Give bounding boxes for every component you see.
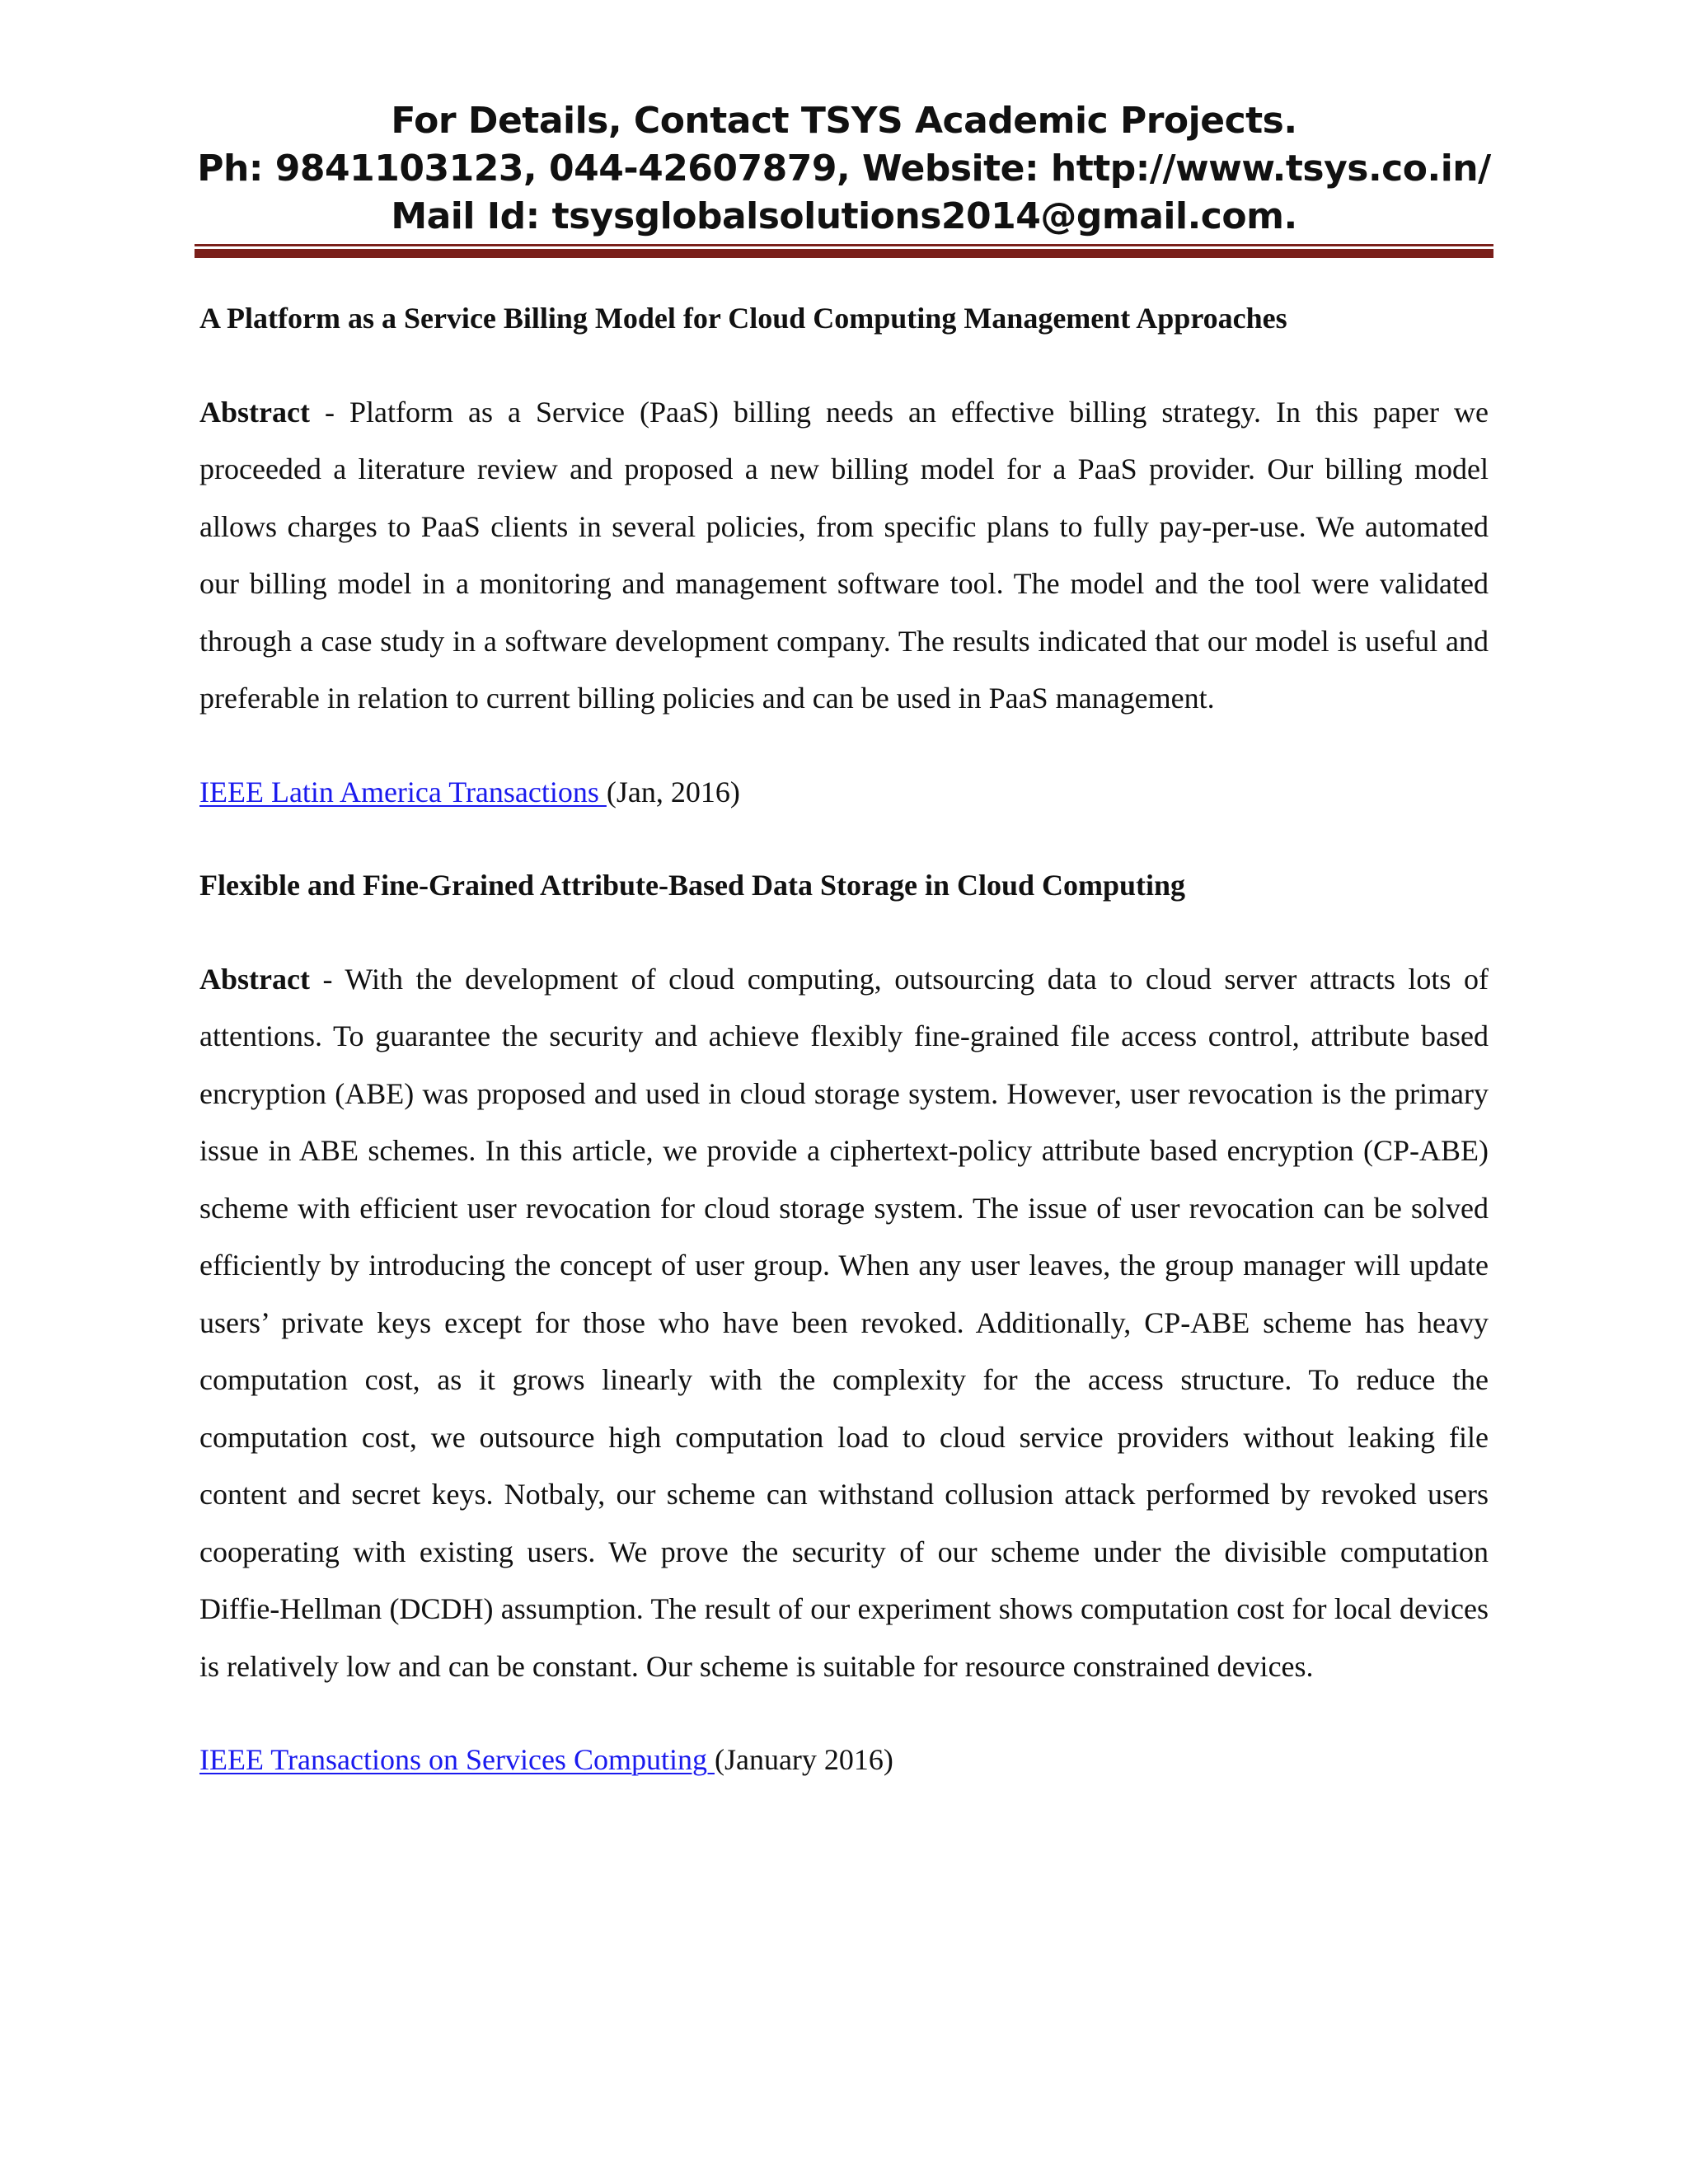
- paper-list: [199, 290, 1489, 1789]
- contact-header: [195, 97, 1493, 241]
- paper-venue: [199, 764, 1489, 822]
- header-line-contact: For Details, Contact TSYS Academic Projects.: [391, 100, 1297, 142]
- abstract-text: - With the development of cloud computing, outsourcing data to cloud server attracts lots of attentions. To guarantee the security and achieve flexibly fine-grained file access control, attribute based encryption (ABE) was proposed and used in cloud storage system. However, user revocation is the primary issue in ABE schemes. In this article, we provide a ciphertext-policy attribute based encryption (CP-ABE) scheme with efficient user revocation for cloud storage system. The issue of user revocation can be solved efficiently by introducing the concept of user group. When any user leaves, the group manager will update users’ private keys except for those who have been revoked. Additionally, CP-ABE scheme has heavy computation cost, as it grows linearly with the complexity for the access structure. To reduce the computation cost, we outsource high computation load to cloud service providers without leaking file content and secret keys. Notbaly, our scheme can withstand collusion attack performed by revoked users cooperating with existing users. We prove the security of our scheme under the divisible computation Diffie-Hellman (DCDH) assumption. The result of our experiment shows computation cost for local devices is relatively low and can be constant. Our scheme is suitable for resource constrained devices.: [199, 962, 1489, 1683]
- header-line-phone-website: Ph: 9841103123, 044-42607879, Website: http://www.tsys.co.in/: [197, 148, 1491, 190]
- paper-entry: [199, 857, 1489, 1789]
- paper-abstract: [199, 384, 1489, 728]
- header-divider-thin: [195, 244, 1493, 246]
- abstract-label: Abstract: [199, 395, 310, 429]
- paper-venue: [199, 1732, 1489, 1789]
- abstract-text: - Platform as a Service (PaaS) billing needs an effective billing strategy. In this paper we proceeded a literature review and proposed a new billing model for a PaaS provider. Our billing model allows charges to PaaS clients in several policies, from specific plans to fully pay-per-use. We automated our billing model in a monitoring and management software tool. The model and the tool were validated through a case study in a software development company. The results indicated that our model is useful and preferable in relation to current billing policies and can be used in PaaS management.: [199, 395, 1489, 715]
- header-line-email: Mail Id: tsysglobalsolutions2014@gmail.com.: [391, 195, 1297, 237]
- header-divider-thick: [195, 249, 1493, 258]
- paper-title: Flexible and Fine-Grained Attribute-Based Data Storage in Cloud Computing: [199, 869, 1186, 902]
- abstract-label: Abstract: [199, 962, 310, 996]
- venue-link[interactable]: IEEE Latin America Transactions: [199, 775, 607, 808]
- paper-abstract: [199, 951, 1489, 1696]
- venue-date: (January 2016): [714, 1743, 893, 1776]
- venue-date: (Jan, 2016): [606, 775, 740, 808]
- venue-link[interactable]: IEEE Transactions on Services Computing: [199, 1743, 715, 1776]
- paper-title: A Platform as a Service Billing Model for Cloud Computing Management Approaches: [199, 302, 1287, 335]
- paper-entry: [199, 290, 1489, 821]
